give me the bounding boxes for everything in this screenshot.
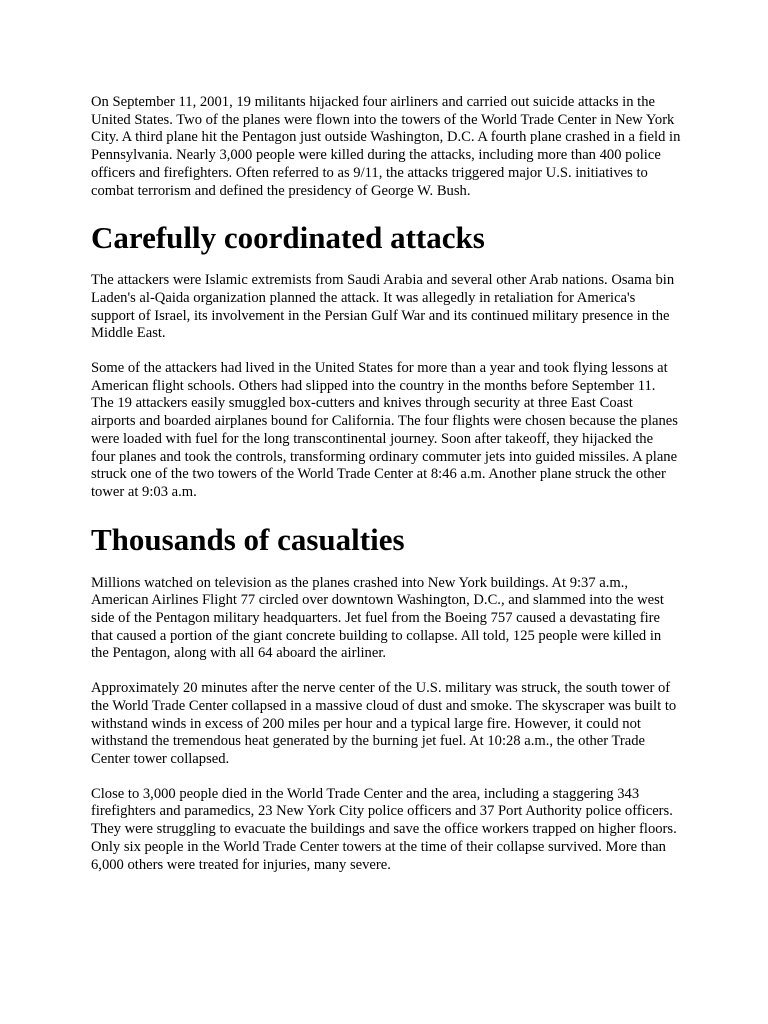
section-heading-coordinated-attacks: Carefully coordinated attacks <box>91 220 485 256</box>
paragraph-attackers: The attackers were Islamic extremists from Saudi Arabia and several other Arab nations. Osama bin Laden's al-Qaida organization planned the attack. It was allegedly in retaliation for America's support of Israel, its involvement in the Persian Gulf War and its continued military presence in the Middle East. <box>91 272 675 342</box>
document-body <box>91 94 681 874</box>
paragraph-flight-lessons: Some of the attackers had lived in the United States for more than a year and took flying lessons at American flight schools. Others had slipped into the country in the months before September 11. The 19 attackers easily smuggled box-cutters and knives through security at three East Coast airports and boarded airplanes bound for California. The four flights were chosen because the planes were loaded with fuel for the long transcontinental journey. Soon after takeoff, they hijacked the four planes and took the controls, transforming ordinary commuter jets into guided missiles. A plane struck one of the two towers of the World Trade Center at 8:46 a.m. Another plane struck the other tower at 9:03 a.m. <box>91 360 678 500</box>
paragraph-south-tower: Approximately 20 minutes after the nerve center of the U.S. military was struck, the south tower of the World Trade Center collapsed in a massive cloud of dust and smoke. The skyscraper was built to withstand winds in excess of 200 miles per hour and a typical large fire. However, it could not withstand the tremendous heat generated by the burning jet fuel. At 10:28 a.m., the other Trade Center tower collapsed. <box>91 680 677 767</box>
paragraph-pentagon: Millions watched on television as the planes crashed into New York buildings. At 9:37 a.m., American Airlines Flight 77 circled over downtown Washington, D.C., and slammed into the west side of the Pentagon military headquarters. Jet fuel from the Boeing 757 caused a devastating fire that caused a portion of the giant concrete building to collapse. All told, 125 people were killed in the Pentagon, along with all 64 aboard the airliner. <box>91 574 664 662</box>
intro-paragraph: On September 11, 2001, 19 militants hijacked four airliners and carried out suicide attacks in the United States. Two of the planes were flown into the towers of the World Trade Center in New York City. A third plane hit the Pentagon just outside Washington, D.C. A fourth plane crashed in a field in Pennsylvania. Nearly 3,000 people were killed during the attacks, including more than 400 police officers and firefighters. Often referred to as 9/11, the attacks triggered major U.S. initiatives to combat terrorism and defined the presidency of George W. Bush. <box>91 94 681 199</box>
paragraph-death-toll: Close to 3,000 people died in the World Trade Center and the area, including a staggering 343 firefighters and paramedics, 23 New York City police officers and 37 Port Authority police officers. They were struggling to evacuate the buildings and save the office workers trapped on higher floors. Only six people in the World Trade Center towers at the time of their collapse survived. More than 6,000 others were treated for injuries, many severe. <box>91 785 677 873</box>
section-heading-casualties: Thousands of casualties <box>91 521 405 557</box>
